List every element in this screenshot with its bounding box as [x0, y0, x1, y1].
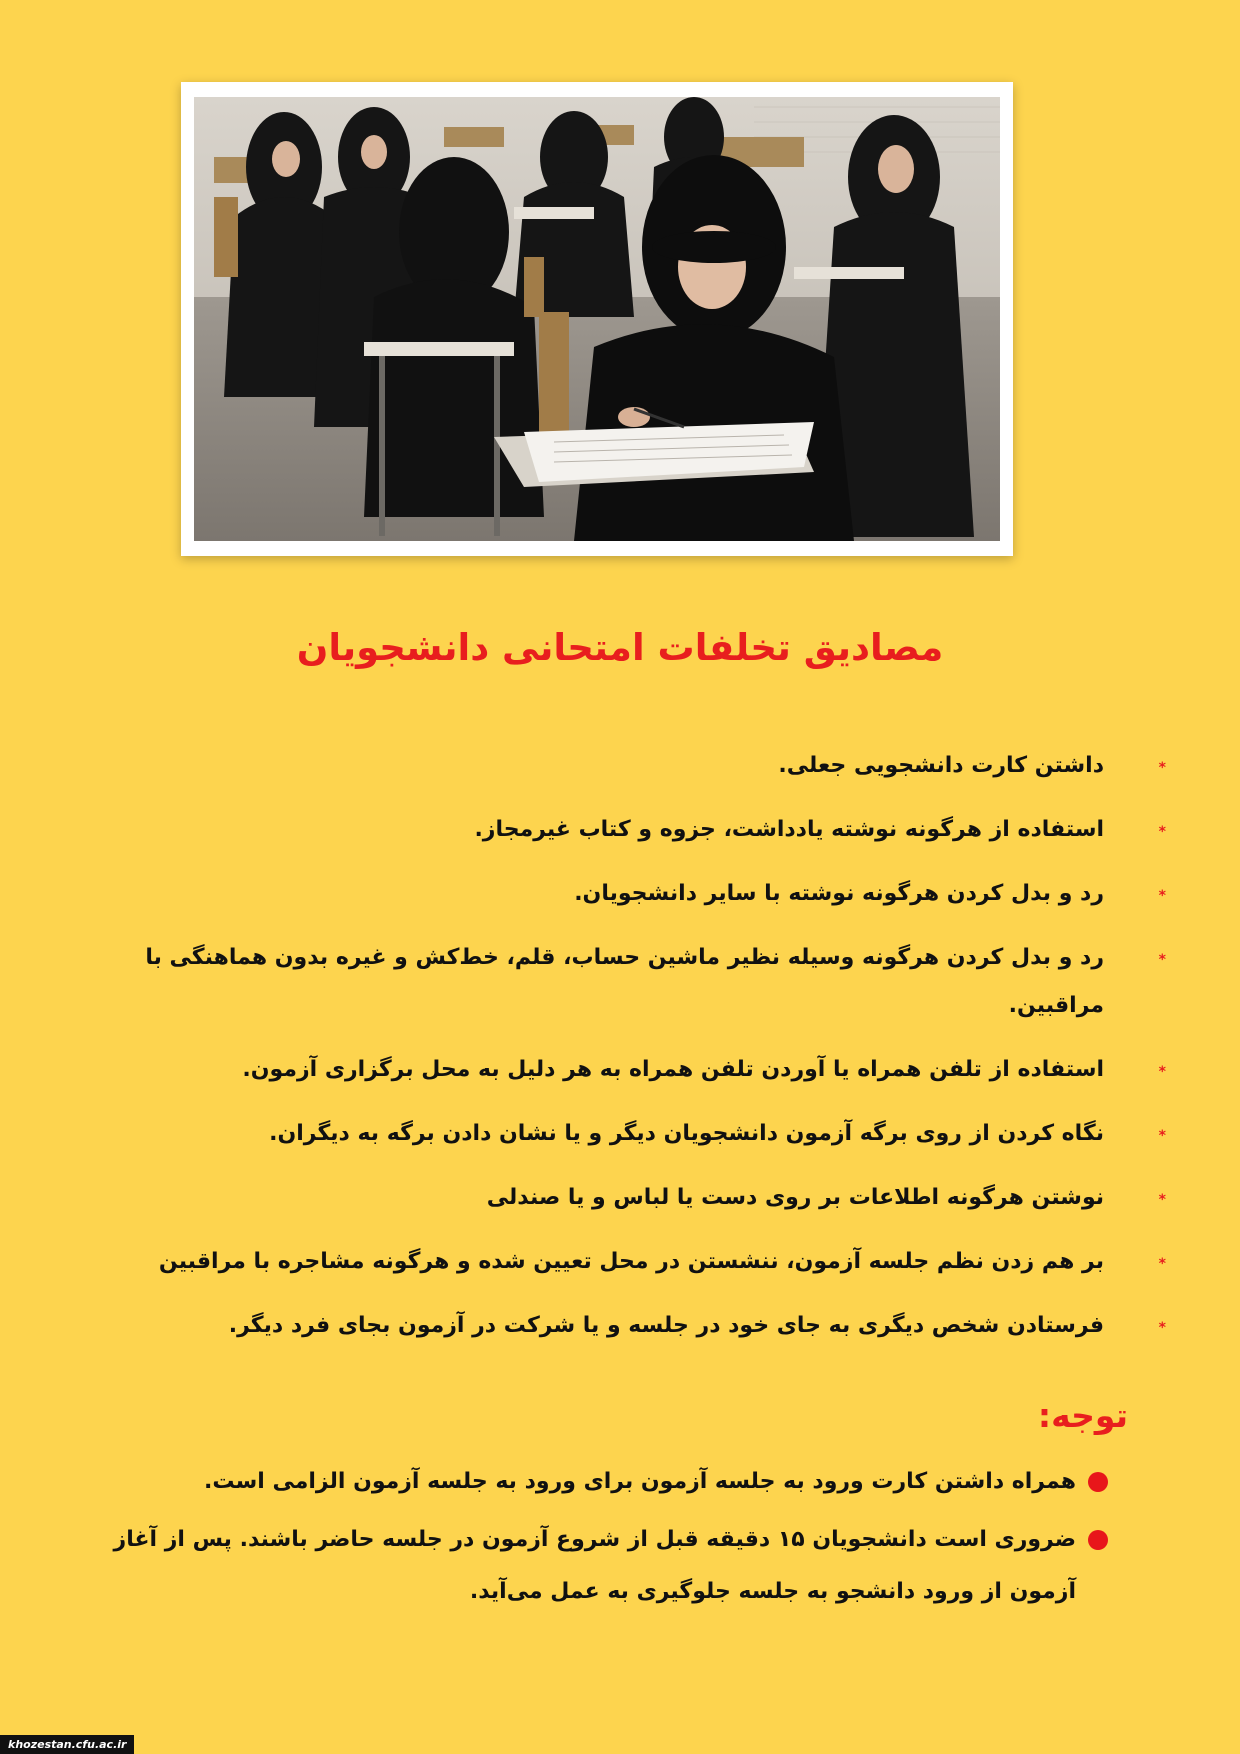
list-item — [80, 1174, 1166, 1222]
violation-text: رد و بدل کردن هرگونه نوشته با سایر دانشجویان. — [574, 881, 1104, 906]
red-dot-bullet-icon — [1088, 1530, 1108, 1550]
note-heading: توجه: — [1037, 1396, 1128, 1435]
photo-frame — [181, 82, 1013, 556]
note-text: ضروری است دانشجویان ۱۵ دقیقه قبل از شروع آزمون در جلسه حاضر باشند. پس از آغاز آزمون از ورود دانشجو به جلسه جلوگیری به عمل می‌آید. — [113, 1527, 1076, 1604]
page-title: مصادیق تخلفات امتحانی دانشجویان — [296, 626, 944, 669]
star-bullet-icon: * — [1158, 760, 1166, 776]
star-bullet-icon: * — [1158, 888, 1166, 904]
star-bullet-icon: * — [1158, 1064, 1166, 1080]
violations-list — [80, 742, 1166, 1366]
note-text: همراه داشتن کارت ورود به جلسه آزمون برای ورود به جلسه آزمون الزامی است. — [204, 1469, 1076, 1494]
violation-text: استفاده از هرگونه نوشته یادداشت، جزوه و کتاب غیرمجاز. — [474, 817, 1104, 842]
list-item — [80, 1238, 1166, 1286]
site-watermark: khozestan.cfu.ac.ir — [0, 1735, 134, 1754]
red-dot-bullet-icon — [1088, 1472, 1108, 1492]
star-bullet-icon: * — [1158, 1128, 1166, 1144]
list-item — [80, 1110, 1166, 1158]
list-item — [80, 1514, 1076, 1618]
star-bullet-icon: * — [1158, 824, 1166, 840]
list-item — [80, 934, 1166, 1030]
violation-text: بر هم زدن نظم جلسه آزمون، ننشستن در محل تعیین شده و هرگونه مشاجره با مراقبین — [158, 1249, 1104, 1274]
list-item — [80, 870, 1166, 918]
violation-text: داشتن کارت دانشجویی جعلی. — [778, 753, 1104, 778]
list-item — [80, 1456, 1076, 1508]
violation-text: فرستادن شخص دیگری به جای خود در جلسه و یا شرکت در آزمون بجای فرد دیگر. — [228, 1313, 1104, 1338]
star-bullet-icon: * — [1158, 952, 1166, 968]
list-item — [80, 1046, 1166, 1094]
list-item — [80, 806, 1166, 854]
violation-text: نگاه کردن از روی برگه آزمون دانشجویان دیگر و یا نشان دادن برگه به دیگران. — [269, 1121, 1104, 1146]
list-item — [80, 1302, 1166, 1350]
violation-text: رد و بدل کردن هرگونه وسیله نظیر ماشین حساب، قلم، خط‌کش و غیره بدون هماهنگی با مراقبین. — [145, 945, 1104, 1018]
exam-hall-illustration — [194, 97, 1000, 541]
violation-text: استفاده از تلفن همراه یا آوردن تلفن همراه به هر دلیل به محل برگزاری آزمون. — [242, 1057, 1104, 1082]
notes-list — [80, 1456, 1076, 1624]
star-bullet-icon: * — [1158, 1320, 1166, 1336]
exam-hall-photo — [194, 97, 1000, 541]
list-item — [80, 742, 1166, 790]
star-bullet-icon: * — [1158, 1192, 1166, 1208]
star-bullet-icon: * — [1158, 1256, 1166, 1272]
violation-text: نوشتن هرگونه اطلاعات بر روی دست یا لباس و یا صندلی — [486, 1185, 1104, 1210]
